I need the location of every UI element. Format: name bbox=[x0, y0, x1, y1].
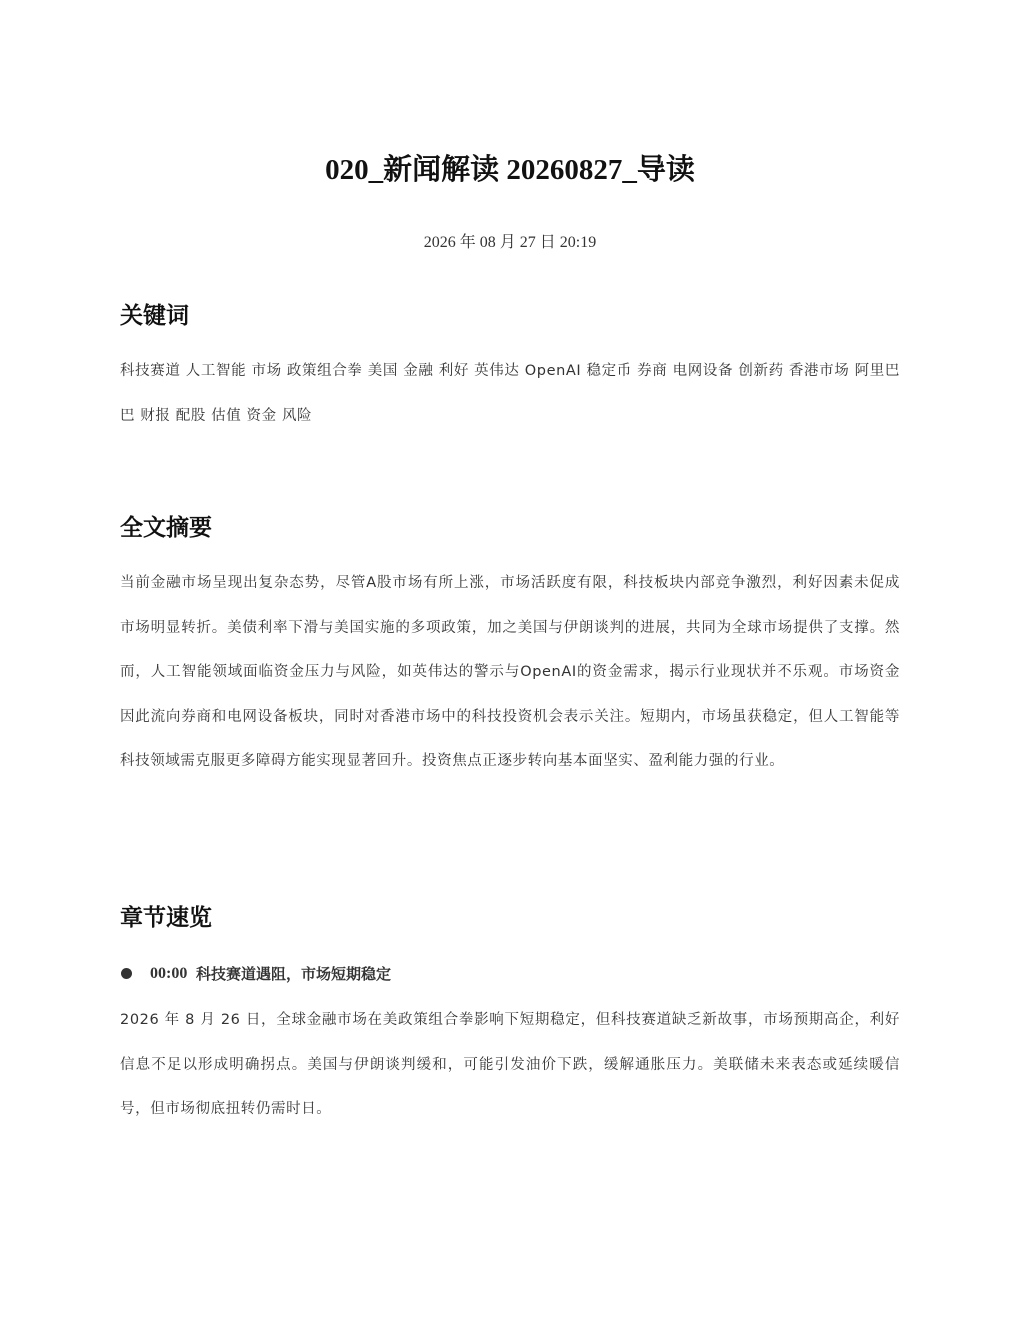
chapter-item bbox=[120, 960, 900, 988]
keywords-text: 科技赛道 人工智能 市场 政策组合拳 美国 金融 利好 英伟达 OpenAI 稳定币 券商 电网设备 创新药 香港市场 阿里巴巴 财报 配股 估值 资金 风险 bbox=[120, 363, 900, 424]
bullet-icon bbox=[121, 968, 132, 979]
summary-text: 当前金融市场呈现出复杂态势，尽管A股市场有所上涨，市场活跃度有限，科技板块内部竞争激烈，利好因素未促成市场明显转折。美债利率下滑与美国实施的多项政策，加之美国与伊朗谈判的进展，共同为全球市场提供了支撑。然而，人工智能领域面临资金压力与风险，如英伟达的警示与OpenAI的资金需求，揭示行业现状并不乐观。市场资金因此流向券商和电网设备板块，同时对香港市场中的科技投资机会表示关注。短期内，市场虽获稳定，但人工智能等科技领域需克服更多障碍方能实现显著回升。投资焦点正逐步转向基本面坚实、盈利能力强的行业。 bbox=[120, 575, 900, 769]
chapters-heading: 章节速览 bbox=[120, 905, 212, 931]
chapter-timestamp: 00:00 bbox=[150, 965, 188, 982]
document-title: 020_新闻解读 20260827_导读 bbox=[325, 154, 695, 186]
document-date: 2026 年 08 月 27 日 20:19 bbox=[423, 234, 597, 251]
chapter-title: 科技赛道遇阻，市场短期稳定 bbox=[196, 965, 392, 983]
summary-heading: 全文摘要 bbox=[120, 515, 212, 541]
keywords-heading: 关键词 bbox=[120, 303, 189, 329]
chapter-text: 2026 年 8 月 26 日，全球金融市场在美政策组合拳影响下短期稳定，但科技赛道缺乏新故事，市场预期高企，利好信息不足以形成明确拐点。美国与伊朗谈判缓和，可能引发油价下跌，缓解通胀压力。美联储未来表态或延续暖信号，但市场彻底扭转仍需时日。 bbox=[120, 1012, 900, 1117]
